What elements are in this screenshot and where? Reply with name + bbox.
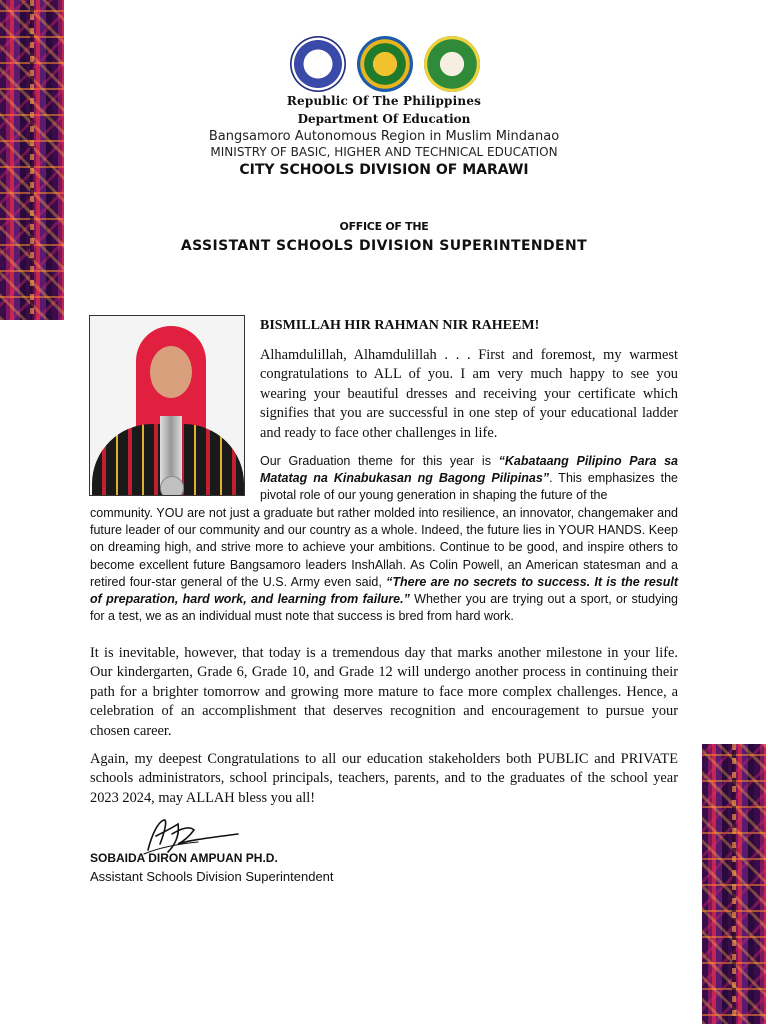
- office-title: ASSISTANT SCHOOLS DIVISION SUPERINTENDENT: [180, 238, 588, 254]
- colin-powell-quote: “There are no secrets to success. It is the result of preparation, hard work, and learning from failure.”: [90, 574, 678, 607]
- photo-medal: [160, 476, 184, 496]
- theme-after-text: . This emphasizes the pivotal role of our young generation in shaping the future of the: [260, 471, 678, 503]
- region-heading: Bangsamoro Autonomous Region in Muslim Mindanao: [208, 129, 560, 144]
- republic-heading: Republic Of The Philippines: [286, 94, 482, 108]
- division-heading: CITY SCHOOLS DIVISION OF MARAWI: [239, 162, 529, 178]
- signatory-name: SOBAIDA DIRON AMPUAN PH.D.: [90, 851, 278, 865]
- theme-intro-text: Our Graduation theme for this year is: [260, 454, 499, 468]
- deped-seal-logo: [290, 36, 346, 92]
- paragraph-4: Again, my deepest Congratulations to all our education stakeholders both PUBLIC and PRIVATE schools administrators, school principals, teachers, parents, and to the graduates of the school year 2023 2024, may ALLAH bless you all!: [90, 751, 678, 806]
- paragraph-2-body: [90, 505, 678, 625]
- office-of-the-label: OFFICE OF THE: [339, 220, 429, 233]
- paragraph-2-text: community. YOU are not just a graduate but rather molded into resilience, an innovator, changemaker and future leader of our community and our country as a whole. Indeed, the future lies in YOUR HANDS. Keep on dreaming high, and strive more to achieve your ambitions. Continue to be good, and inspire others to become excellent future Bangsamoro leaders InshAllah. As Colin Powell, an American statesman and a retired four-star general of the U.S. Army even said,: [90, 506, 678, 589]
- photo-face: [150, 346, 192, 398]
- barmm-seal-logo: [357, 36, 413, 92]
- superintendent-photo: [89, 315, 245, 496]
- graduation-theme: “Kabataang Pilipino Para sa Matatag na Kinabukasan ng Bagong Pilipinas”: [260, 454, 679, 486]
- decorative-border-right: [702, 744, 766, 1024]
- paragraph-3: It is inevitable, however, that today is a tremendous day that marks another milestone in your life. Our kindergarten, Grade 6, Grade 10, and Grade 12 will undergo another process in continuing their path for a brighter tomorrow and growing more mature to face more complex challenges. Hence, a celebration of an accomplishment that deserves recognition and encouragement to pursue your chosen career.: [90, 645, 678, 739]
- mbhte-seal-logo: [424, 36, 480, 92]
- header-logos: [290, 36, 480, 94]
- decorative-border-left: [0, 0, 64, 320]
- signatory-title: Assistant Schools Division Superintendent: [90, 869, 334, 884]
- paragraph-2-end: Whether you are trying out a sport, or studying for a test, we as an individual must note that success is bred from hard work.: [90, 592, 679, 624]
- department-heading: Department Of Education: [297, 112, 471, 126]
- letter-greeting: BISMILLAH HIR RAHMAN NIR RAHEEM!: [260, 318, 540, 333]
- paragraph-2-intro: [260, 453, 678, 505]
- ministry-heading: MINISTRY OF BASIC, HIGHER AND TECHNICAL EDUCATION: [210, 145, 558, 159]
- paragraph-1: Alhamdulillah, Alhamdulillah . . . First and foremost, my warmest congratulations to ALL of you. I am very much happy to see you wearing your beautiful dresses and receiving your certificate which signifies that you are successful in one step of your educational ladder and ready to face other challenges in life.: [260, 347, 678, 441]
